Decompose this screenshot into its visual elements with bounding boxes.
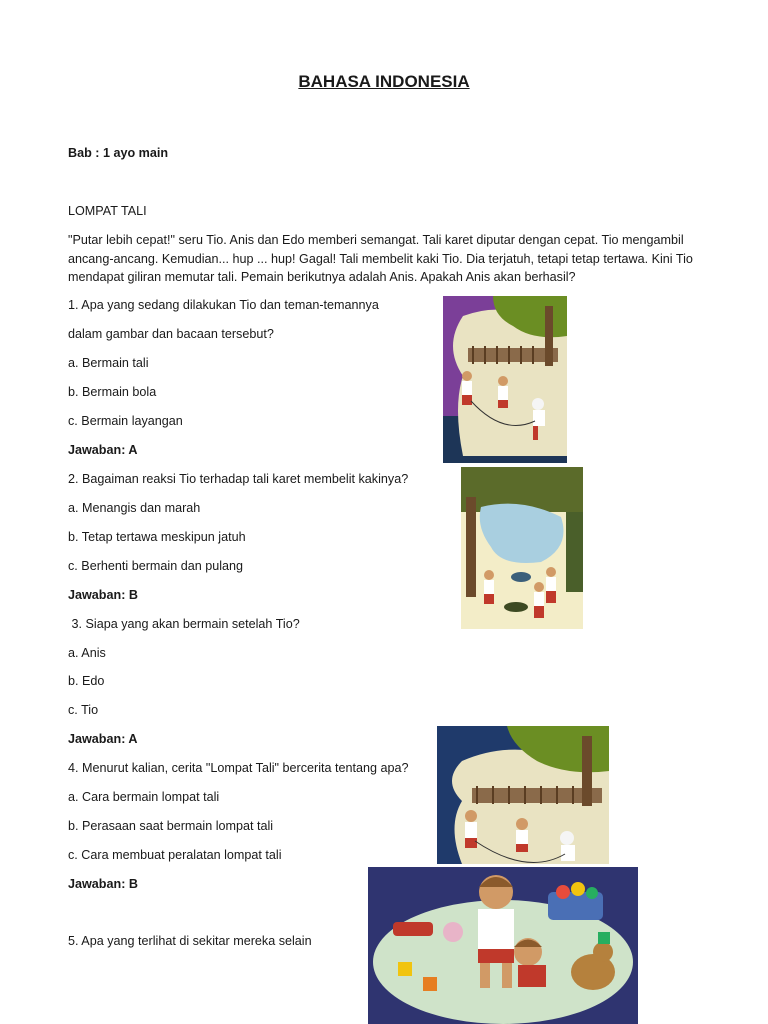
page-title: BAHASA INDONESIA [298,72,470,91]
question-2-answer: Jawaban: B [68,588,138,602]
question-4-option-b: b. Perasaan saat bermain lompat tali [68,819,274,833]
story-paragraph: "Putar lebih cepat!" seru Tio. Anis dan Edo memberi semangat. Tali karet diputar dengan cepat. Tio mengambil ancang-ancang. Kemudian... hup ... hup! Gagal! Tali membelit kaki Tio. Dia terjatuh, tetapi tetap tertawa. Kini Tio mendapat giliran memutar tali. Pemain berikutnya adalah Anis. Apakah Anis akan berhasil? [68,233,693,284]
question-3-option-b: b. Edo [68,674,105,688]
question-1-answer: Jawaban: A [68,443,138,457]
question-3-text: 3. Siapa yang akan bermain setelah Tio? [68,617,300,631]
illustration-kids-under-tree [461,467,583,629]
chapter-heading: Bab : 1 ayo main [68,146,169,160]
question-5-text: 5. Apa yang terlihat di sekitar mereka selain [68,934,312,948]
question-3-answer: Jawaban: A [68,732,138,746]
question-1-option-b: b. Bermain bola [68,385,157,399]
question-4-option-c: c. Cara membuat peralatan lompat tali [68,848,282,862]
question-2-option-b: b. Tetap tertawa meskipun jatuh [68,530,246,544]
illustration-jump-rope-2 [437,726,609,864]
question-4-answer: Jawaban: B [68,877,138,891]
question-2-text: 2. Bagaiman reaksi Tio terhadap tali karet membelit kakinya? [68,472,409,486]
illustration-kids-with-toys [368,867,638,1024]
question-1-option-a: a. Bermain tali [68,356,149,370]
question-4-text: 4. Menurut kalian, cerita "Lompat Tali" bercerita tentang apa? [68,761,409,775]
story-title: LOMPAT TALI [68,204,147,218]
question-2-option-a: a. Menangis dan marah [68,501,201,515]
question-3-option-a: a. Anis [68,646,106,660]
question-1-option-c: c. Bermain layangan [68,414,183,428]
question-3-option-c: c. Tio [68,703,99,717]
question-1-line-2: dalam gambar dan bacaan tersebut? [68,327,274,341]
question-2-option-c: c. Berhenti bermain dan pulang [68,559,244,573]
question-1-line-1: 1. Apa yang sedang dilakukan Tio dan teman-temannya [68,298,379,312]
question-4-option-a: a. Cara bermain lompat tali [68,790,220,804]
illustration-jump-rope-1 [443,296,567,463]
